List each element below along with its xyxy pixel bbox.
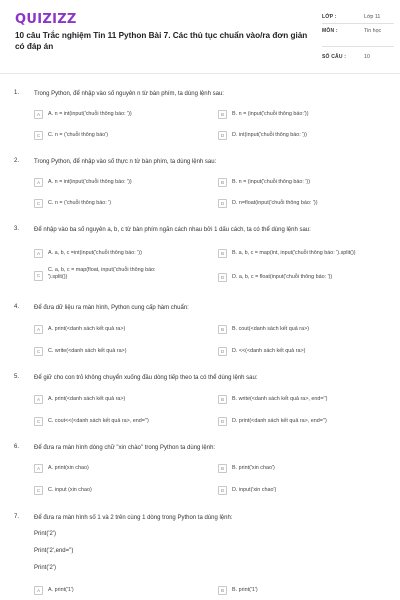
option-b[interactable] [218,395,388,407]
option-text: B. cout(<danh sách kết quả ra>) [232,326,310,332]
option-d[interactable] [218,486,388,498]
option-text: C. n = ('chuỗi thông báo: ') [48,200,112,206]
option-c[interactable] [34,347,204,359]
option-text: A. print(<danh sách kết quả ra>) [48,396,126,402]
question-text: Để đưa ra màn hình dòng chữ "xin chào" trong Python ta dùng lệnh: [34,445,216,451]
option-letter-box: C [34,486,43,495]
option-d[interactable] [218,131,388,143]
option-letter-box: B [218,249,227,258]
option-letter-box: C [34,347,43,356]
divider [322,46,394,47]
option-letter-box: B [218,110,227,119]
question-text: Trong Python, để nhập vào số thực n từ bàn phím, ta dùng lệnh sau: [34,159,217,165]
option-text: B. print('1') [232,587,258,593]
code-line: Print('2') [34,531,56,537]
option-letter-box: A [34,464,43,473]
divider [322,23,394,24]
option-letter-box: D [218,486,227,495]
code-line: Print('2') [34,565,56,571]
option-text: A. print(xin chao) [48,465,89,471]
option-d[interactable] [218,273,388,285]
option-text: A. print('1') [48,587,74,593]
option-b[interactable] [218,249,388,261]
option-d[interactable] [218,417,388,429]
option-a[interactable] [34,110,204,122]
option-letter-box: A [34,395,43,404]
option-b[interactable] [218,464,388,476]
question-text: Để đưa ra màn hình số 1 và 2 trên cùng 1 dòng trong Python ta dùng lệnh: [34,515,233,521]
option-a[interactable] [34,395,204,407]
option-b[interactable] [218,178,388,190]
page-title: 10 câu Trắc nghiệm Tin 11 Python Bài 7. Các thủ tục chuẩn vào/ra đơn giản có đáp án [15,31,308,51]
meta-count-label: SỐ CÂU : [322,54,347,60]
option-a[interactable] [34,178,204,190]
code-line: Print('2',end='') [34,548,74,554]
option-text: D. input('xin chao') [232,487,277,493]
question-text: Trong Python, để nhập vào số nguyên n từ bàn phím, ta dùng lệnh sau: [34,91,224,97]
quizizz-logo: QUIZIZZ [15,12,77,27]
option-text: C. cout<<(<danh sách kết quả ra>, end='') [48,418,149,424]
option-letter-box: A [34,249,43,258]
option-text: B. n = (input('chuỗi thông báo:')) [232,111,309,117]
option-letter-box: A [34,586,43,595]
option-b[interactable] [218,586,388,598]
option-a[interactable] [34,586,204,598]
option-letter-box: B [218,586,227,595]
question-number: 4. [14,304,20,310]
meta-count-value: 10 [364,54,370,60]
option-text: D. a, b, c = float(input('chuỗi thông báo: ')) [232,274,333,280]
option-text: D. n=float(input('chuỗi thông báo: ')) [232,200,318,206]
option-letter-box: A [34,110,43,119]
option-letter-box: C [34,417,43,426]
meta-subject-value: Tin học [364,28,382,34]
option-b[interactable] [218,325,388,337]
option-d[interactable] [218,199,388,211]
option-letter-box: B [218,325,227,334]
option-text: B. n = (input('chuỗi thông báo: ')) [232,179,311,185]
option-a[interactable] [34,249,204,261]
option-text: D. int(input('chuỗi thông báo: ')) [232,132,307,138]
question-number: 1. [14,90,20,96]
question-number: 3. [14,226,20,232]
option-a[interactable] [34,464,204,476]
option-text: A. n = int(input('chuỗi thông báo: ')) [48,111,132,117]
question-text: Để đưa dữ liệu ra màn hình, Python cung cấp hàm chuẩn: [34,305,189,311]
option-letter-box: D [218,417,227,426]
option-letter-box: B [218,395,227,404]
option-letter-box: C [34,199,43,208]
option-b[interactable] [218,110,388,122]
option-text: C. input (xin chao) [48,487,92,493]
option-d[interactable] [218,347,388,359]
option-c[interactable] [34,417,204,429]
option-text: A. n = int(input('chuỗi thông báo: ')) [48,179,132,185]
question-number: 6. [14,444,20,450]
option-letter-box: A [34,325,43,334]
option-c[interactable] [34,267,204,287]
option-text: C. n = ('chuỗi thông báo') [48,132,109,138]
question-number: 7. [14,514,20,520]
option-text: A. print(<danh sách kết quả ra>) [48,326,126,332]
question-number: 5. [14,374,20,380]
option-a[interactable] [34,325,204,337]
option-letter-box: D [218,273,227,282]
option-letter-box: B [218,178,227,187]
option-c[interactable] [34,131,204,143]
option-letter-box: D [218,199,227,208]
option-text: C. a, b, c = map(float, input('chuỗi thông báo: ').split()) [48,267,156,280]
option-text: D. print(<danh sách kết quả ra>, end='') [232,418,327,424]
meta-subject-label: MÔN : [322,28,338,34]
option-letter-box: D [218,131,227,140]
option-text: A. a, b, c =int(input('chuỗi thông báo: ')) [48,250,142,256]
option-text: B. a, b, c = map(int, input('chuỗi thông báo: ').split()) [232,250,356,256]
option-letter-box: A [34,178,43,187]
option-letter-box: C [34,271,43,281]
option-text: B. print('xin chao') [232,465,275,471]
page-header [0,0,400,74]
option-letter-box: D [218,347,227,356]
option-letter-box: C [34,131,43,140]
option-text: C. write(<danh sách kết quả ra>) [48,348,127,354]
option-c[interactable] [34,486,204,498]
question-text: Để giữ cho con trỏ không chuyển xuống đầu dòng tiếp theo ta có thể dùng lệnh sau: [34,375,258,381]
question-text: Để nhập vào ba số nguyên a, b, c từ bàn phím ngăn cách nhau bởi 1 dấu cách, ta có thể dùng lệnh sau: [34,227,311,233]
meta-class-value: Lớp 11 [364,14,381,20]
question-number: 2. [14,158,20,164]
option-text: B. write(<danh sách kết quả ra>, end='') [232,396,328,402]
option-letter-box: B [218,464,227,473]
option-text: D. <<(<danh sách kết quả ra>) [232,348,306,354]
option-c[interactable] [34,199,204,211]
meta-subject-row [322,28,392,38]
meta-class-label: LỚP : [322,14,337,20]
meta-count-row [322,54,392,64]
